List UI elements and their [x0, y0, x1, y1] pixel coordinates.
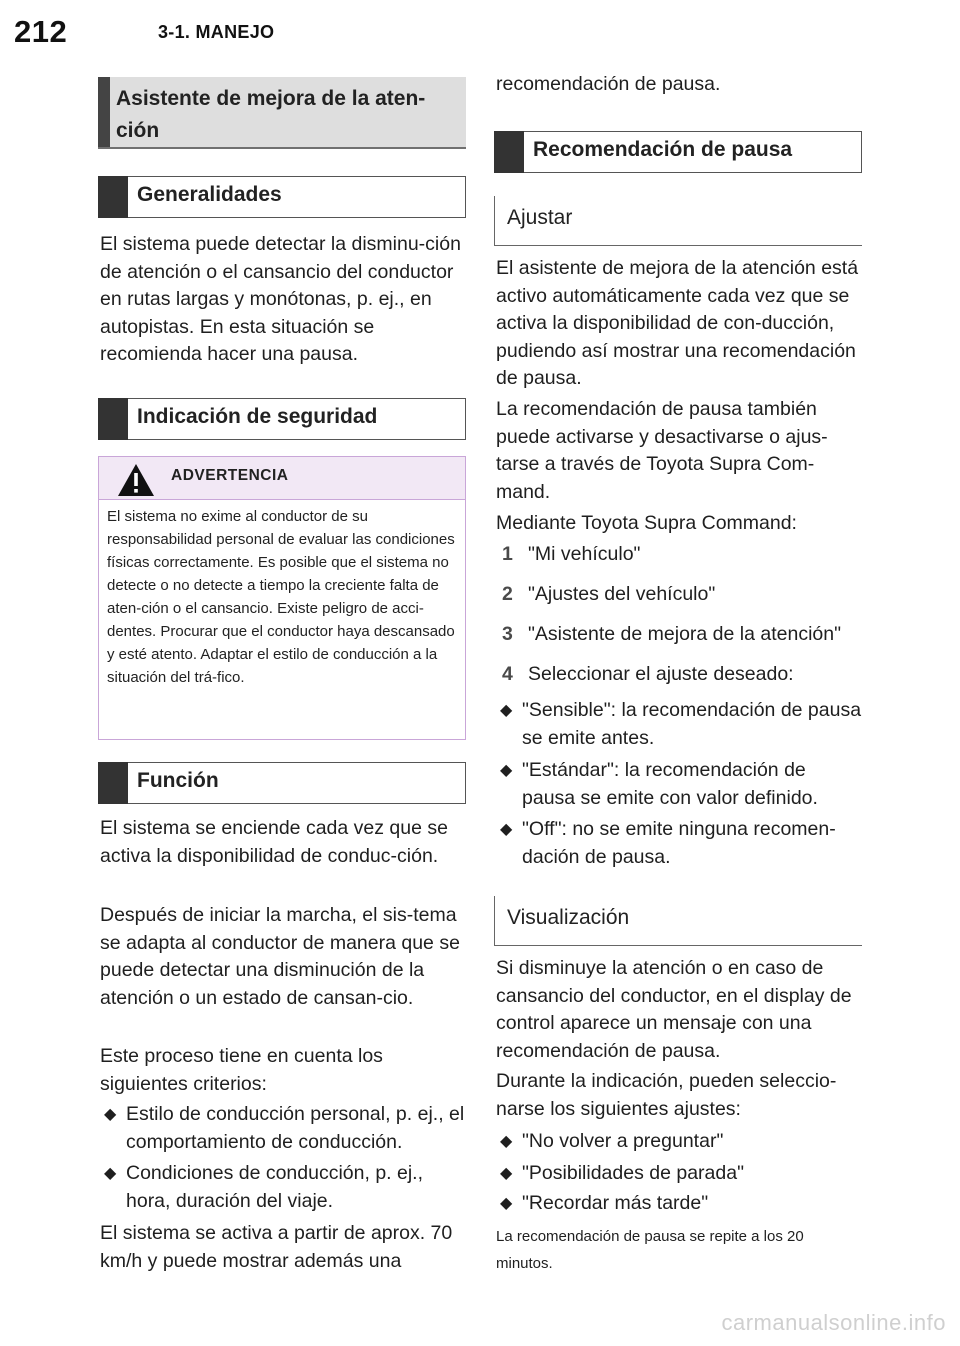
ajustar-heading-text: Ajustar [507, 206, 573, 229]
visualizacion-heading [494, 896, 862, 946]
bullet-diamond-icon: ◆ [500, 702, 513, 719]
list-item: ◆ "No volver a preguntar" [496, 1128, 864, 1156]
ajustar-paragraph-1: El asistente de mejora de la atención está activo automáticamente cada vez que se activa la disponibilidad de con-ducción, pudiendo así mostrar una recomendación de pausa. [496, 257, 859, 389]
warning-header [99, 457, 465, 500]
funcion-paragraph-4: El sistema se activa a partir de aprox. 70 km/h y puede mostrar además una [100, 1222, 453, 1272]
warning-label: ADVERTENCIA [171, 467, 289, 484]
heading-bar [98, 398, 128, 440]
bullet-diamond-icon: ◆ [500, 1133, 513, 1150]
funcion-heading-text: Función [137, 769, 219, 792]
recomendacion-heading-text: Recomendación de pausa [533, 138, 793, 161]
page-number: 212 [14, 14, 68, 49]
step-item: 2 "Ajustes del vehículo" [502, 583, 716, 605]
bullet-diamond-icon: ◆ [500, 1195, 513, 1212]
funcion-paragraph-2: Después de iniciar la marcha, el sis-tema se adapta al conductor de manera que se puede detectar una disminución de la atención o un estado de cansan-cio. [100, 904, 460, 1009]
main-heading-text: Asistente de mejora de la aten-ción [116, 87, 426, 142]
visualizacion-paragraph-2: Durante la indicación, pueden seleccio-narse los siguientes ajustes: [496, 1070, 837, 1120]
warning-text: El sistema no exime al conductor de su responsabilidad personal de evaluar las condiciones físicas correctamente. Es posible que el sistema no detecte o no detecte a tiempo la creciente falta de aten-ción o el cansancio. Existe peligro de acci-dentes. Procurar que el conductor haya descansado y esté atento. Adaptar el estilo de conducción a la situación del trá-fico. [107, 508, 455, 686]
warning-triangle-icon [117, 463, 155, 497]
warning-box [98, 456, 466, 740]
list-item: ◆ "Estándar": la recomendación de pausa se emite con valor definido. [500, 759, 818, 809]
heading-bar [98, 176, 128, 218]
step-item: 4 Seleccionar el ajuste deseado: [502, 663, 794, 685]
ajustar-paragraph-2: La recomendación de pausa también puede activarse y desactivarse o ajus-tarse a través de Toyota Supra Com-mand. [496, 398, 828, 503]
seguridad-heading [98, 398, 466, 440]
continuation-text: recomendación de pausa. [496, 73, 721, 95]
heading-bar [98, 762, 128, 804]
list-item: ◆ "Recordar más tarde" [496, 1190, 864, 1218]
bullet-diamond-icon: ◆ [104, 1106, 117, 1123]
heading-bar [494, 131, 524, 173]
recomendacion-heading [494, 131, 862, 173]
visualizacion-paragraph-1: Si disminuye la atención o en caso de cansancio del conductor, en el display de control aparece un mensaje con una recomendación de pausa. [496, 957, 852, 1062]
list-item: ◆ Estilo de conducción personal, p. ej., el comportamiento de conducción. [104, 1103, 465, 1153]
funcion-paragraph-3: Este proceso tiene en cuenta los siguientes criterios: [100, 1045, 383, 1095]
funcion-heading [98, 762, 466, 804]
visualizacion-heading-text: Visualización [507, 906, 630, 929]
ajustar-paragraph-3: Mediante Toyota Supra Command: [496, 512, 797, 534]
section-label: 3-1. MANEJO [158, 22, 275, 42]
main-heading [98, 77, 466, 149]
funcion-paragraph-1: El sistema se enciende cada vez que se activa la disponibilidad de conduc-ción. [100, 817, 448, 867]
generalidades-heading [98, 176, 466, 218]
visualizacion-note: La recomendación de pausa se repite a los 20 minutos. [496, 1228, 804, 1272]
ajustar-heading [494, 196, 862, 246]
watermark: carmanualsonline.info [721, 1310, 946, 1335]
step-item: 1 "Mi vehículo" [502, 543, 641, 565]
bullet-diamond-icon: ◆ [500, 821, 513, 838]
bullet-diamond-icon: ◆ [500, 1165, 513, 1182]
list-item: ◆ Condiciones de conducción, p. ej., hora, duración del viaje. [104, 1162, 424, 1212]
bullet-diamond-icon: ◆ [104, 1165, 117, 1182]
bullet-diamond-icon: ◆ [500, 762, 513, 779]
step-item: 3 "Asistente de mejora de la atención" [502, 623, 842, 645]
seguridad-heading-text: Indicación de seguridad [137, 405, 378, 428]
generalidades-heading-text: Generalidades [137, 183, 282, 206]
list-item: ◆ "Sensible": la recomendación de pausa se emite antes. [500, 699, 862, 749]
list-item: ◆ "Off": no se emite ninguna recomen-dación de pausa. [500, 818, 836, 868]
list-item: ◆ "Posibilidades de parada" [496, 1160, 864, 1188]
generalidades-text: El sistema puede detectar la disminu-ción de atención o el cansancio del conductor en rutas largas y monótonas, p. ej., en autopistas. En esta situación se recomienda hacer una pausa. [100, 233, 461, 365]
heading-bar [98, 77, 110, 147]
